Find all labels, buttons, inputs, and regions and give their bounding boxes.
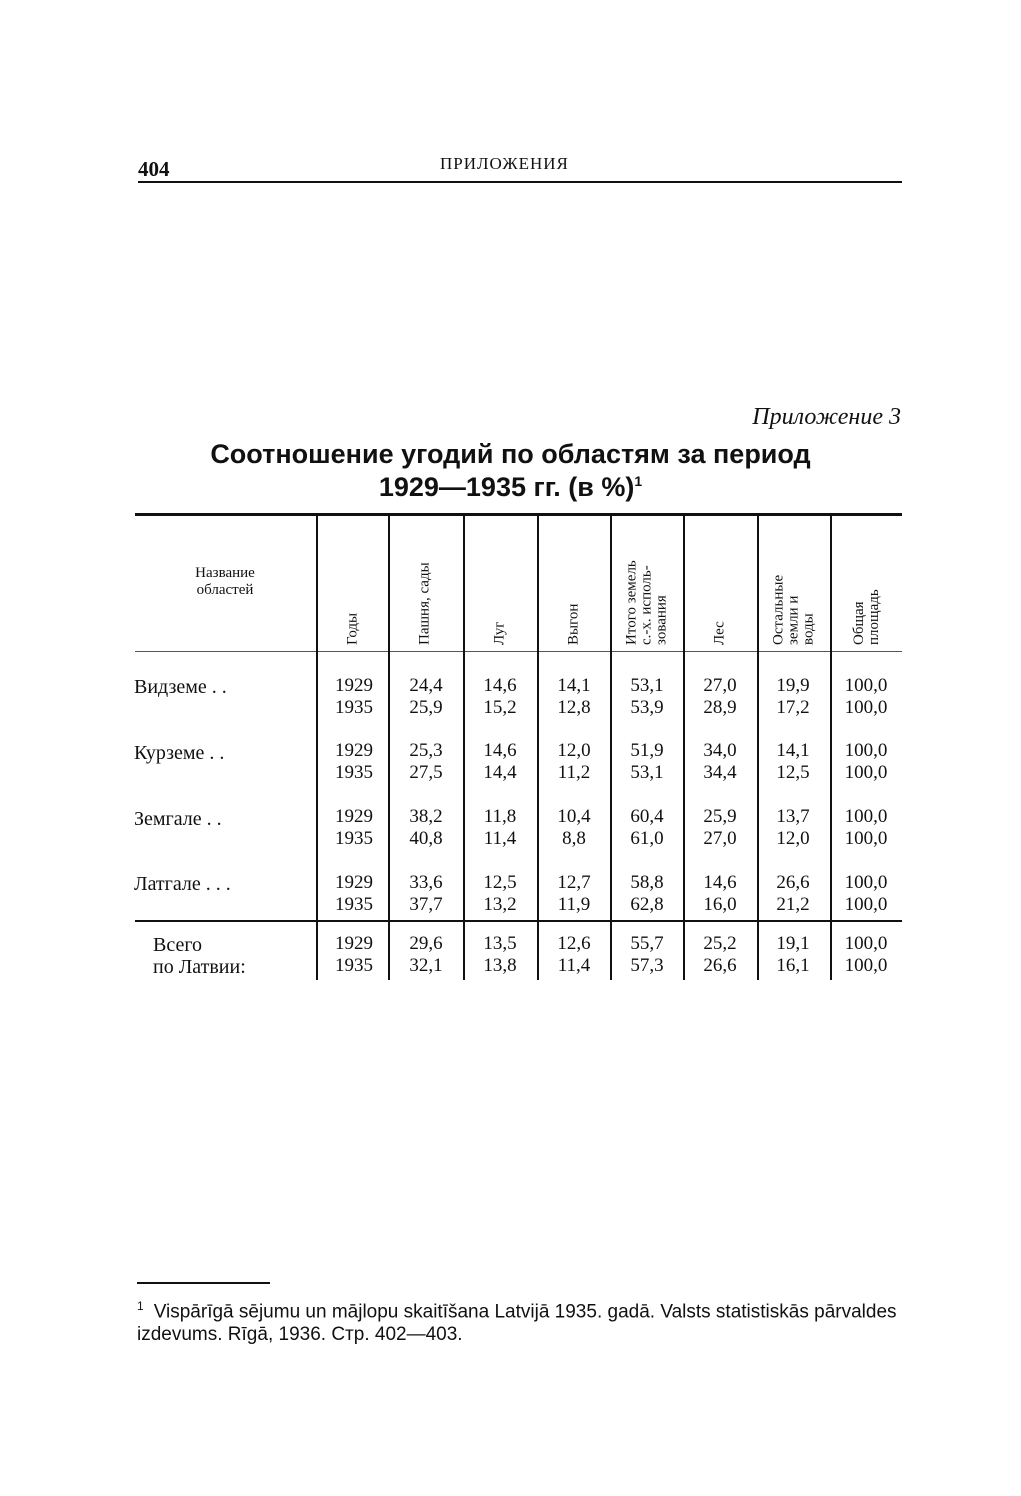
table-header-rule [135, 651, 902, 652]
area-cell: 100,0 [844, 933, 888, 954]
column-header-year [318, 521, 388, 645]
appendix-label: Приложение 3 [752, 404, 901, 430]
footnote-marker: 1 [137, 1299, 144, 1313]
region-name: Видземе . . [134, 676, 227, 698]
table-title-line1: Соотношение угодий по областям за период [210, 439, 811, 469]
meadow-cell: 12,5 [483, 872, 517, 893]
area-cell: 100,0 [844, 697, 888, 718]
footnote-text: Vispārīgā sējumu un mājlopu skaitīšana Latvijā 1935. gadā. Valsts statistiskās pārvaldes izdevums. Rīgā, 1936. Стр. 402—403. [137, 1301, 897, 1346]
forest-cell: 16,0 [703, 894, 737, 915]
meadow-cell: 13,2 [483, 894, 517, 915]
other-cell: 19,1 [776, 933, 810, 954]
column-header-other-text: Остальные земли и воды [770, 574, 817, 645]
other-cell: 17,2 [776, 697, 810, 718]
total-label-line1: Всего [153, 934, 203, 956]
other-cell: 19,9 [776, 675, 810, 696]
year-cell: 1935 [335, 828, 373, 849]
forest-cell: 25,2 [703, 933, 737, 954]
pasture-cell: 12,6 [557, 933, 591, 954]
year-cell: 1935 [335, 955, 373, 976]
column-header-pasture [539, 521, 609, 645]
arable-cell: 29,6 [409, 933, 443, 954]
column-header-arable-text: Пашня, сады [416, 562, 433, 645]
area-cell: 100,0 [844, 740, 888, 761]
pasture-cell: 12,7 [557, 872, 591, 893]
region-name: Курземе . . [134, 742, 225, 764]
forest-cell: 27,0 [703, 828, 737, 849]
area-cell: 100,0 [844, 955, 888, 976]
area-cell: 100,0 [844, 828, 888, 849]
arable-cell: 27,5 [409, 762, 443, 783]
agri-total-cell: 53,1 [630, 675, 664, 696]
agri-total-cell: 51,9 [630, 740, 664, 761]
forest-cell: 26,6 [703, 955, 737, 976]
column-header-area-text: Общая площадь [851, 589, 882, 645]
other-cell: 21,2 [776, 894, 810, 915]
column-header-meadow [465, 521, 535, 645]
arable-cell: 37,7 [409, 894, 443, 915]
footnote [137, 1295, 907, 1346]
arable-cell: 25,3 [409, 740, 443, 761]
arable-cell: 33,6 [409, 872, 443, 893]
pasture-cell: 14,1 [557, 675, 591, 696]
year-cell: 1935 [335, 762, 373, 783]
meadow-cell: 15,2 [483, 697, 517, 718]
column-header-forest-text: Лес [711, 621, 728, 645]
year-cell: 1935 [335, 697, 373, 718]
column-header-area [832, 521, 902, 645]
running-head: ПРИЛОЖЕНИЯ [440, 154, 569, 173]
forest-cell: 27,0 [703, 675, 737, 696]
header-rule [138, 181, 902, 183]
agri-total-cell: 53,9 [630, 697, 664, 718]
agri-total-cell: 55,7 [630, 933, 664, 954]
column-header-agri-total [612, 521, 682, 645]
agri-total-cell: 61,0 [630, 828, 664, 849]
other-cell: 26,6 [776, 872, 810, 893]
column-header-year-text: Годы [344, 612, 361, 645]
agri-total-cell: 53,1 [630, 762, 664, 783]
total-label-line2: по Латвии: [153, 956, 246, 978]
other-cell: 14,1 [776, 740, 810, 761]
area-cell: 100,0 [844, 872, 888, 893]
year-cell: 1929 [335, 740, 373, 761]
pasture-cell: 11,4 [557, 955, 591, 976]
area-cell: 100,0 [844, 675, 888, 696]
pasture-cell: 11,2 [557, 762, 591, 783]
forest-cell: 25,9 [703, 806, 737, 827]
pasture-cell: 10,4 [557, 806, 591, 827]
column-header-other [759, 521, 829, 645]
other-cell: 12,5 [776, 762, 810, 783]
pasture-cell: 11,9 [557, 894, 591, 915]
forest-cell: 34,0 [703, 740, 737, 761]
title-footnote-marker: 1 [634, 473, 643, 489]
year-cell: 1935 [335, 894, 373, 915]
pasture-cell: 12,0 [557, 740, 591, 761]
table-title-line2-text: 1929—1935 гг. (в %) [378, 472, 635, 502]
column-header-region [140, 565, 310, 599]
meadow-cell: 14,6 [483, 740, 517, 761]
table-total-rule [135, 920, 902, 922]
table-title-line2 [0, 472, 1021, 503]
forest-cell: 28,9 [703, 697, 737, 718]
meadow-cell: 14,4 [483, 762, 517, 783]
page-number: 404 [138, 157, 170, 181]
agri-total-cell: 58,8 [630, 872, 664, 893]
meadow-cell: 11,4 [483, 828, 517, 849]
agri-total-cell: 62,8 [630, 894, 664, 915]
pasture-cell: 12,8 [557, 697, 591, 718]
agri-total-cell: 60,4 [630, 806, 664, 827]
other-cell: 13,7 [776, 806, 810, 827]
arable-cell: 24,4 [409, 675, 443, 696]
column-header-meadow-text: Луг [491, 621, 508, 645]
region-name: Земгале . . [134, 808, 222, 830]
agri-total-cell: 57,3 [630, 955, 664, 976]
meadow-cell: 11,8 [483, 806, 517, 827]
year-cell: 1929 [335, 806, 373, 827]
other-cell: 16,1 [776, 955, 810, 976]
column-header-arable [390, 521, 460, 645]
meadow-cell: 13,5 [483, 933, 517, 954]
column-header-forest [685, 521, 755, 645]
year-cell: 1929 [335, 872, 373, 893]
area-cell: 100,0 [844, 806, 888, 827]
meadow-cell: 14,6 [483, 675, 517, 696]
arable-cell: 38,2 [409, 806, 443, 827]
column-header-agri-total-text: Итого земель с.-х. исполь- зования [623, 560, 670, 645]
area-cell: 100,0 [844, 894, 888, 915]
table-top-rule [135, 513, 902, 516]
forest-cell: 14,6 [703, 872, 737, 893]
forest-cell: 34,4 [703, 762, 737, 783]
arable-cell: 25,9 [409, 697, 443, 718]
area-cell: 100,0 [844, 762, 888, 783]
region-name: Латгале . . . [134, 873, 231, 895]
footnote-rule [137, 1282, 270, 1284]
year-cell: 1929 [335, 675, 373, 696]
pasture-cell: 8,8 [562, 828, 586, 849]
year-cell: 1929 [335, 933, 373, 954]
column-header-region-text: Название областей [195, 565, 255, 598]
arable-cell: 32,1 [409, 955, 443, 976]
meadow-cell: 13,8 [483, 955, 517, 976]
arable-cell: 40,8 [409, 828, 443, 849]
column-header-pasture-text: Выгон [565, 603, 582, 645]
other-cell: 12,0 [776, 828, 810, 849]
